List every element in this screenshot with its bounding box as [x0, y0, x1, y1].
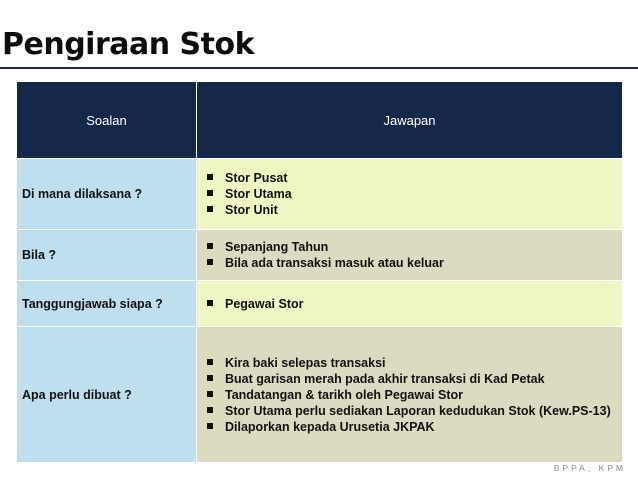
answer-cell	[197, 281, 623, 327]
header-answer: Jawapan	[197, 82, 623, 159]
title-divider	[0, 67, 638, 69]
answer-list	[205, 239, 616, 271]
question-cell: Di mana dilaksana ?	[17, 159, 197, 230]
answer-cell	[197, 327, 623, 463]
question-cell: Apa perlu dibuat ?	[17, 327, 197, 463]
answer-item: Stor Utama perlu sediakan Laporan kedudukan Stok (Kew.PS-13)	[205, 403, 616, 419]
question-cell: Bila ?	[17, 230, 197, 281]
answer-list	[205, 170, 616, 218]
square-bullet-icon	[207, 375, 213, 381]
square-bullet-icon	[207, 206, 213, 212]
answer-item: Tandatangan & tarikh oleh Pegawai Stor	[205, 387, 616, 403]
answer-item: Stor Unit	[205, 202, 616, 218]
answer-item: Sepanjang Tahun	[205, 239, 616, 255]
answer-item: Dilaporkan kepada Urusetia JKPAK	[205, 419, 616, 435]
answer-cell	[197, 159, 623, 230]
square-bullet-icon	[207, 407, 213, 413]
answer-list	[205, 355, 616, 435]
square-bullet-icon	[207, 423, 213, 429]
answer-cell	[197, 230, 623, 281]
table-header-row	[17, 82, 623, 159]
answer-item: Pegawai Stor	[205, 296, 616, 312]
answer-list	[205, 296, 616, 312]
square-bullet-icon	[207, 359, 213, 365]
footer-label: BPPA, KPM	[553, 463, 626, 473]
answer-item: Stor Pusat	[205, 170, 616, 186]
square-bullet-icon	[207, 259, 213, 265]
stock-count-table	[16, 81, 623, 463]
answer-item: Stor Utama	[205, 186, 616, 202]
answer-item: Buat garisan merah pada akhir transaksi di Kad Petak	[205, 371, 616, 387]
table-row	[17, 230, 623, 281]
table-row	[17, 327, 623, 463]
slide-title: Pengiraan Stok	[2, 27, 255, 62]
question-cell: Tanggungjawab siapa ?	[17, 281, 197, 327]
header-question: Soalan	[17, 82, 197, 159]
table-row	[17, 281, 623, 327]
table-row	[17, 159, 623, 230]
square-bullet-icon	[207, 391, 213, 397]
square-bullet-icon	[207, 174, 213, 180]
answer-item: Kira baki selepas transaksi	[205, 355, 616, 371]
square-bullet-icon	[207, 190, 213, 196]
square-bullet-icon	[207, 243, 213, 249]
answer-item: Bila ada transaksi masuk atau keluar	[205, 255, 616, 271]
square-bullet-icon	[207, 300, 213, 306]
